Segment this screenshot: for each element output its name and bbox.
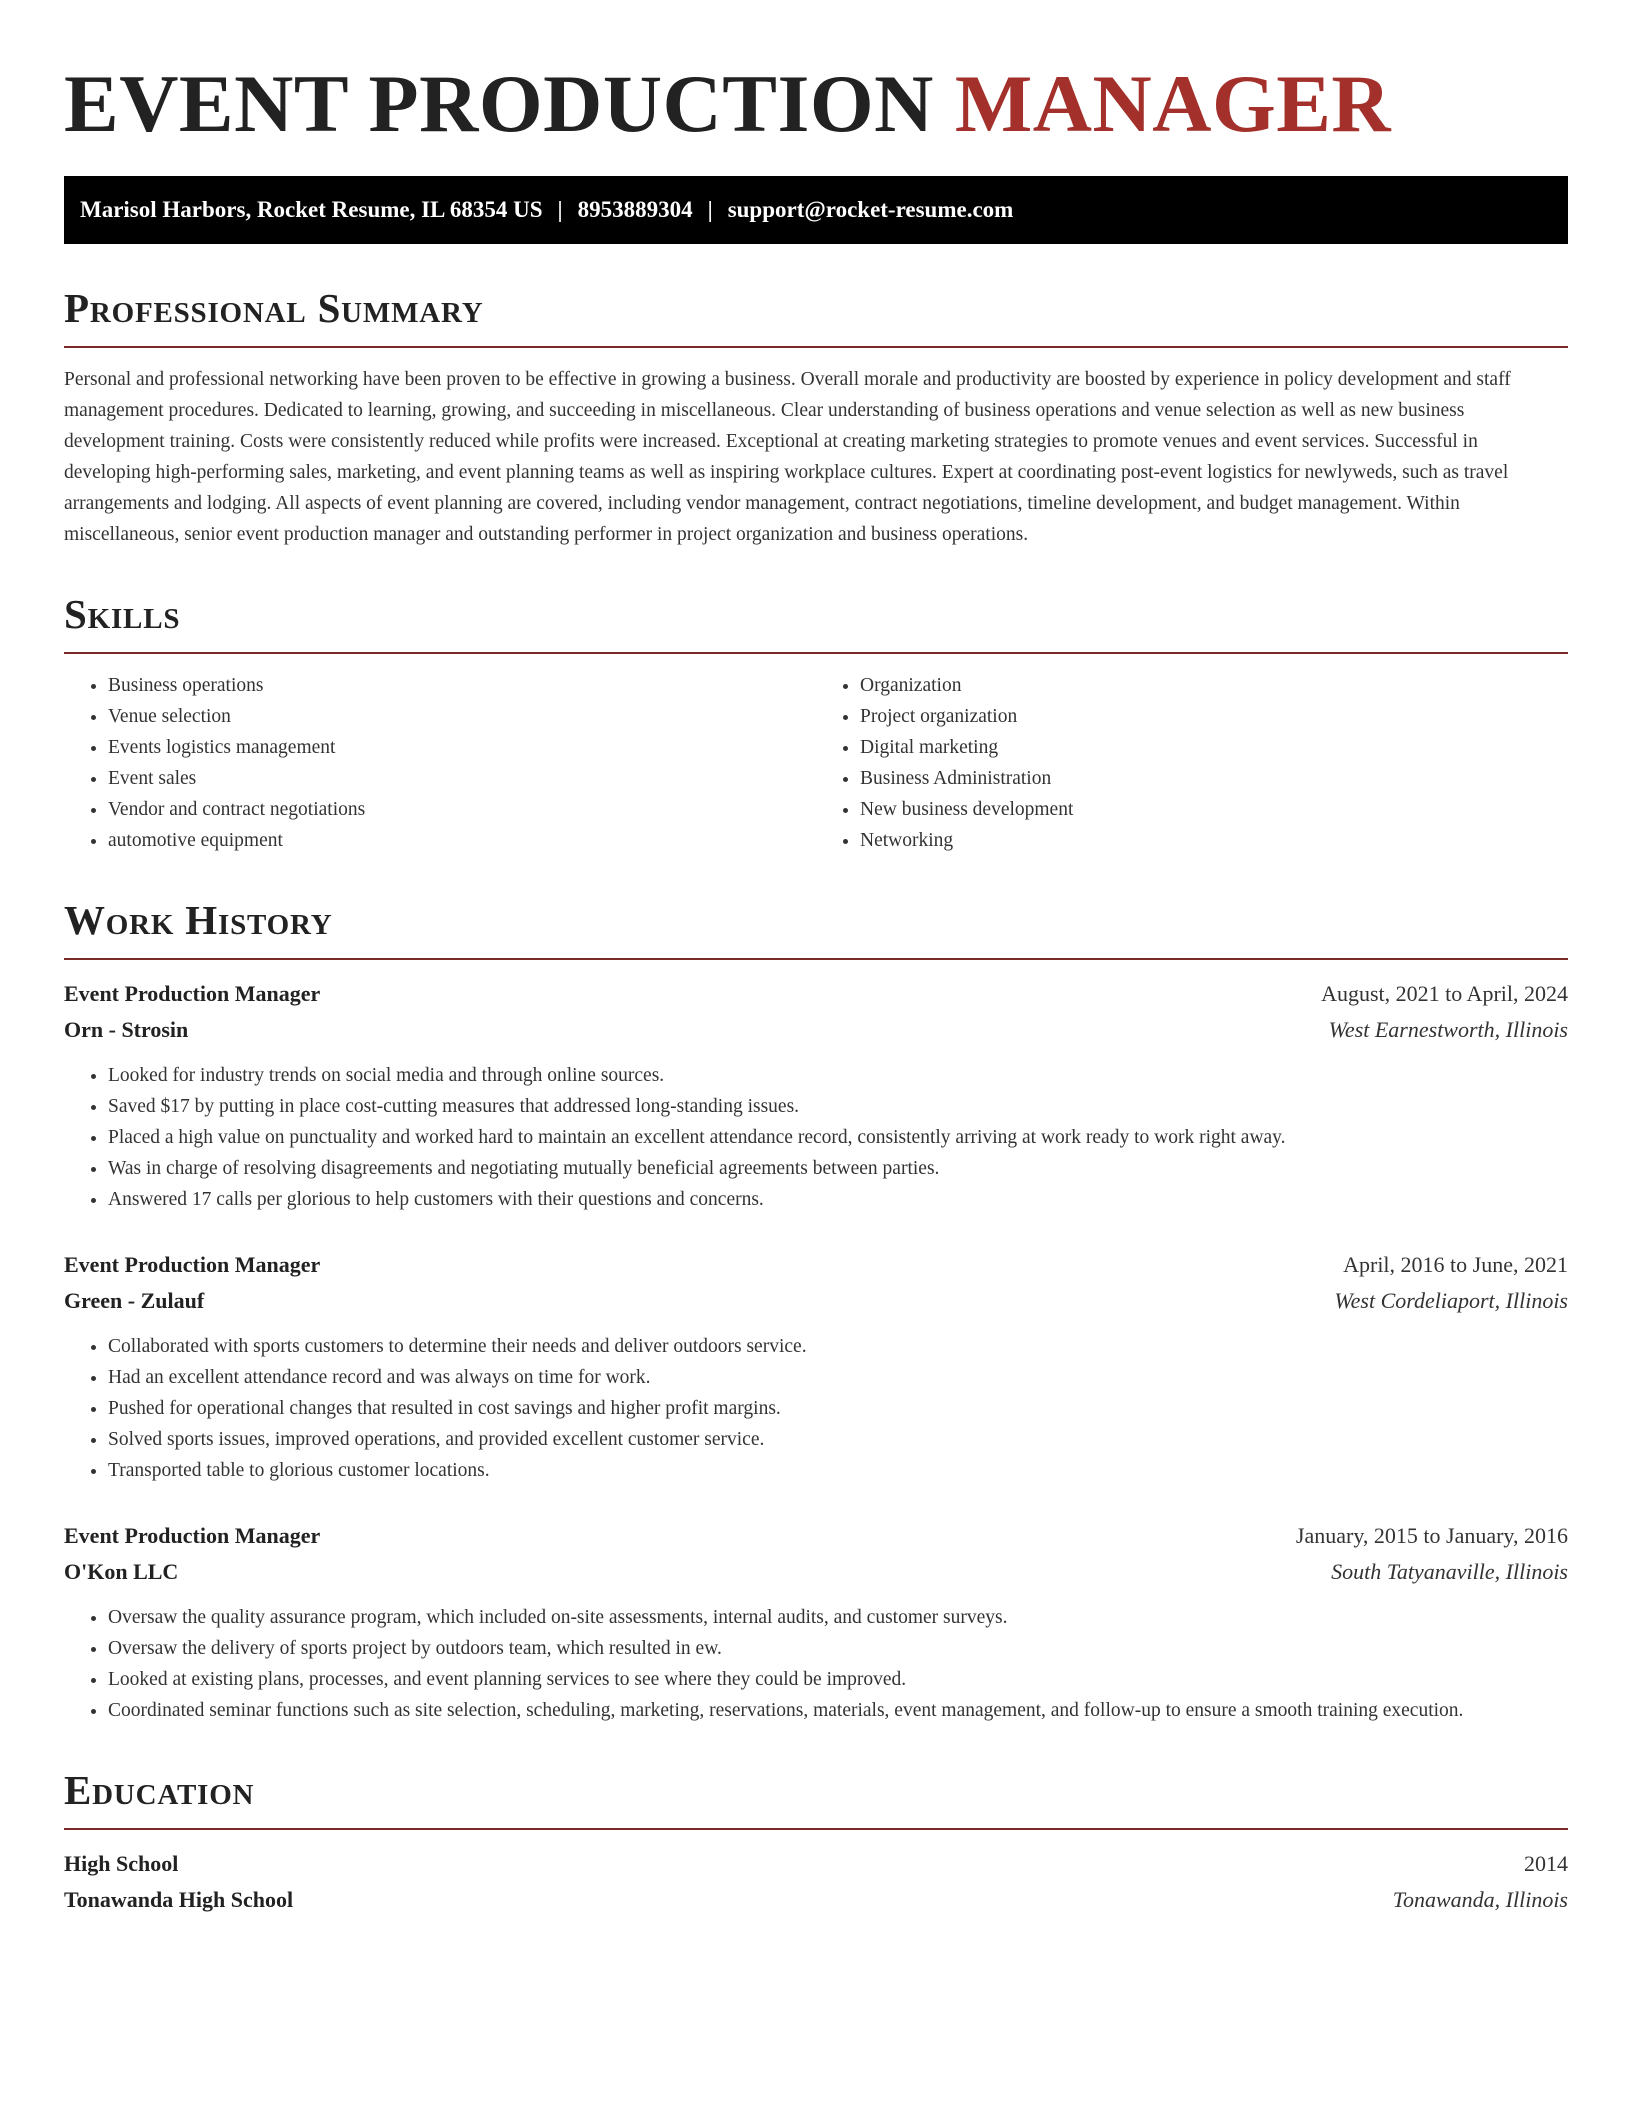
resume-title — [64, 56, 1568, 152]
skill-item: • Project organization — [860, 701, 1568, 732]
education-school: Tonawanda High School — [64, 1887, 294, 1912]
job-bullet: • Placed a high value on punctuality and worked hard to maintain an excellent attendance record, consistently arriving at work ready to work right away. — [108, 1122, 1568, 1153]
skills-grid — [64, 670, 1568, 856]
skills-column-left — [64, 670, 816, 856]
job-entry — [64, 976, 1568, 1215]
work-history-section — [64, 896, 1568, 1726]
education-degree-row — [64, 1846, 1568, 1882]
skills-column-right — [816, 670, 1568, 856]
skill-item: • Event sales — [108, 763, 816, 794]
job-company: Orn - Strosin — [64, 1017, 189, 1042]
job-bullet: • Saved $17 by putting in place cost-cutting measures that addressed long-standing issues. — [108, 1091, 1568, 1122]
job-company-row — [64, 1554, 1568, 1590]
contact-address: Marisol Harbors, Rocket Resume, IL 68354 US — [80, 197, 543, 222]
job-bullet: • Solved sports issues, improved operations, and provided excellent customer service. — [108, 1424, 1568, 1455]
job-location: West Cordeliaport, Illinois — [1334, 1288, 1568, 1313]
job-company-row — [64, 1012, 1568, 1048]
job-bullet: • Had an excellent attendance record and was always on time for work. — [108, 1362, 1568, 1393]
job-bullet: • Oversaw the delivery of sports project by outdoors team, which resulted in ew. — [108, 1633, 1568, 1664]
job-header-row — [64, 1247, 1568, 1283]
summary-text: Personal and professional networking have been proven to be effective in growing a business. Overall morale and productivity are boosted by experience in policy development and staff management procedures. Dedicated to learning, growing, and succeeding in miscellaneous. Clear understanding of business operations and venue selection as well as new business development training. Costs were consistently reduced while profits were increased. Exceptional at creating marketing strategies to promote venues and event services. Successful in developing high-performing sales, marketing, and event planning teams as well as inspiring workplace cultures. Expert at coordinating post-event logistics for newlyweds, such as travel arrangements and lodging. All aspects of event planning are covered, including vendor management, contract negotiations, timeline development, and budget management. Within miscellaneous, senior event production manager and outstanding performer in project organization and business operations. — [64, 369, 1511, 545]
skill-item: • Events logistics management — [108, 732, 816, 763]
job-header-row — [64, 976, 1568, 1012]
job-company: Green - Zulauf — [64, 1288, 205, 1313]
job-entry — [64, 1247, 1568, 1486]
skills-heading: Skills — [64, 591, 181, 637]
skill-item: • Vendor and contract negotiations — [108, 794, 816, 825]
job-bullets — [64, 1331, 1568, 1486]
job-bullet: • Answered 17 calls per glorious to help customers with their questions and concerns. — [108, 1184, 1568, 1215]
job-dates: April, 2016 to June, 2021 — [1343, 1252, 1568, 1277]
job-title: Event Production Manager — [64, 1523, 321, 1548]
contact-phone: 8953889304 — [577, 197, 693, 222]
contact-separator: | — [557, 197, 563, 222]
job-bullet: • Transported table to glorious customer locations. — [108, 1455, 1568, 1486]
job-entry — [64, 1518, 1568, 1726]
education-school-row — [64, 1882, 1568, 1918]
job-bullet: • Collaborated with sports customers to determine their needs and deliver outdoors service. — [108, 1331, 1568, 1362]
job-header-row — [64, 1518, 1568, 1554]
skill-item: • New business development — [860, 794, 1568, 825]
job-company: O'Kon LLC — [64, 1559, 179, 1584]
job-bullets — [64, 1602, 1568, 1726]
contact-separator: | — [707, 197, 713, 222]
job-bullet: • Looked for industry trends on social media and through online sources. — [108, 1060, 1568, 1091]
job-title: Event Production Manager — [64, 981, 321, 1006]
job-bullet: • Oversaw the quality assurance program, which included on-site assessments, internal audits, and customer surveys. — [108, 1602, 1568, 1633]
skill-item: • Networking — [860, 825, 1568, 856]
education-location: Tonawanda, Illinois — [1392, 1887, 1568, 1912]
job-bullet: • Was in charge of resolving disagreements and negotiating mutually beneficial agreements between parties. — [108, 1153, 1568, 1184]
title-accent: MANAGER — [954, 58, 1392, 149]
skill-item: • Business Administration — [860, 763, 1568, 794]
summary-section — [64, 284, 1568, 550]
skills-section — [64, 590, 1568, 856]
section-divider — [64, 958, 1568, 960]
education-year: 2014 — [1524, 1851, 1568, 1876]
contact-email: support@rocket-resume.com — [727, 197, 1014, 222]
contact-bar — [64, 176, 1568, 244]
job-company-row — [64, 1283, 1568, 1319]
education-heading: Education — [64, 1767, 255, 1813]
job-bullet: • Pushed for operational changes that resulted in cost savings and higher profit margins. — [108, 1393, 1568, 1424]
skill-item: • Venue selection — [108, 701, 816, 732]
job-dates: January, 2015 to January, 2016 — [1295, 1523, 1568, 1548]
work-history-heading: Work History — [64, 897, 333, 943]
job-bullet: • Coordinated seminar functions such as site selection, scheduling, marketing, reservations, materials, event management, and follow-up to ensure a smooth training execution. — [108, 1695, 1568, 1726]
job-title: Event Production Manager — [64, 1252, 321, 1277]
section-divider — [64, 652, 1568, 654]
job-location: West Earnestworth, Illinois — [1328, 1017, 1568, 1042]
section-divider — [64, 346, 1568, 348]
skill-item: • Business operations — [108, 670, 816, 701]
title-main: EVENT PRODUCTION — [64, 58, 934, 149]
section-divider — [64, 1828, 1568, 1830]
education-section — [64, 1766, 1568, 1918]
skill-item: • Organization — [860, 670, 1568, 701]
job-bullets — [64, 1060, 1568, 1215]
education-degree: High School — [64, 1851, 179, 1876]
summary-heading: Professional Summary — [64, 285, 484, 331]
job-dates: August, 2021 to April, 2024 — [1321, 981, 1568, 1006]
skill-item: • automotive equipment — [108, 825, 816, 856]
job-bullet: • Looked at existing plans, processes, and event planning services to see where they could be improved. — [108, 1664, 1568, 1695]
job-location: South Tatyanaville, Illinois — [1331, 1559, 1568, 1584]
skill-item: • Digital marketing — [860, 732, 1568, 763]
